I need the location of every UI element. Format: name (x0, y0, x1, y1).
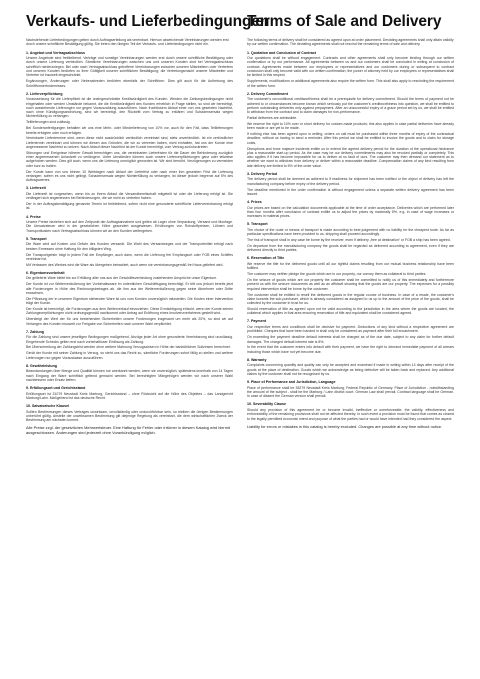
section-paragraph: Gerät der Kunde mit seiner Zahlung in Verzug, so steht uns das Recht zu, sämtliche Forderungen sofort fällig zu stellen und weitere Lieferungen nur gegen Vorauskasse auszuführen. (26, 351, 233, 360)
terms-section (26, 271, 233, 326)
section-paragraph: The risk of transport shall in any case be borne by the receiver, even if delivery „free at destination“ or FOB a ship has been agreed. (247, 238, 451, 243)
section-heading: 5. Transport (247, 222, 268, 227)
section-paragraph: Complaints concerning quantity and quality can only be accepted and examined if made in writing within 14 days after receipt of the goods at the place of destination. Goods which we acknowledge as being defective will be taken back and replaced. Any additional claims by the customer shall not be recognised by us. (247, 363, 454, 376)
english-sections (247, 51, 454, 421)
section-heading: 6. Eigentumsvorbehalt (26, 270, 65, 275)
section-paragraph: Voraussetzung für die Lieferpflicht ist die uneingeschränkte Kreditwürdigkeit des Kunden. Werden die Zahlungsbedingungen nicht eingehalten oder werden Umstände bekannt, die die Kreditwürdigkeit des Kunden erheblich in Frage stellen, so sind wir berechtigt, noch ausstehende Lieferungen nur gegen Vorauszahlung auszuführen. Nach fruchtlosem Ablauf einer von uns gesetzten Nachfrist, nach ohne Kündigungsandrohung, sind wir berechtigt, den Rücktritt vom Vertrag zu erklären und Schadensersatz wegen Nichterfüllung zu verlangen. (26, 97, 233, 119)
section-paragraph: Ergänzungen, Änderungen oder Nebenabreden bedürfen ebenfalls der Schriftform. Dies gilt auch für die Aufhebung des Schriftformerfordernisses. (26, 79, 233, 88)
section-paragraph: Our quotations shall be without engagement. Contracts and other agreements shall only become binding through our written confirmation or by our performance. All agreements between us and our customers shall be concluded in writing at conclusion of contract. Agreements made between our employees or representatives and our customers during or subsequent to contract conclusion shall only become valid with our written confirmation; the power of attorney held by our employees or representatives shall be limited in this respect. (247, 56, 454, 78)
section-heading: 10. Severability Clause (247, 402, 286, 407)
section-paragraph: The choice of the route or means of transport is made according to best judgement with no liability for the cheapest route. As far as particular specifications have been provided to us, shipping shall proceed accordingly. (247, 227, 454, 237)
section-paragraph: On departure from the manufacturing company the goods shall be regarded as delivered according to agreement, even if they are delivered directly to third parties. (247, 244, 454, 253)
terms-section (247, 92, 454, 168)
german-intro: Nachstehende Lieferbedingungen gelten durch Auftragserteilung als vereinbart. Hiervon abweichende Vereinbarungen werden erst durch unsere schriftliche Bestätigung gültig. Sie treten den übrigen Teil der Verkaufs- und Lieferbedingungen nicht ein. (26, 38, 229, 47)
terms-section (26, 330, 233, 360)
section-paragraph: Die gelieferte Ware bleibt bis zur Erfüllung aller uns aus der Geschäftsverbindung zustehenden Ansprüche unser Eigentum. (26, 276, 218, 281)
section-heading: 9. Erfüllungsort und Gerichtsstand (26, 385, 86, 390)
section-paragraph: Teillieferungen sind zulässig. (26, 120, 71, 125)
section-heading: 2. Delivery Commitment (247, 91, 288, 96)
section-paragraph: Störungen und Ereignisse höherer Gewalt berechtigen uns, die vereinbarten Lieferfristen für die Dauer der Behinderung zuzüglich einer angemessenen Anlaufzeit zu verlängern. Unter Umständen können auch unsere Lieferverpflichtungen ganz oder teilweise aufgehoben werden. Dies gilt auch, wenn uns die Lieferung unmöglich geworden ist. Wir sind bemüht, Verzögerungen zu vermeiden oder kurz zu halten. (26, 150, 233, 168)
section-heading: 3. Delivery Period (247, 171, 278, 176)
terms-section (26, 215, 233, 233)
terms-section (26, 237, 233, 267)
section-heading: 4. Preise (26, 214, 41, 219)
terms-section (26, 51, 233, 88)
section-paragraph: On exceeding the payment deadline default interests shall be charged as of the due date, subject to any claim for further default damages. The charged default interest rate is 8%. (247, 335, 454, 344)
terms-section (247, 51, 454, 88)
section-heading: 8. Gewährleistung (26, 363, 57, 368)
section-paragraph: The customer shall be entitled to resell the delivered goods in the regular course of business. In case of a resale, the customer's claim towards the sub-purchaser, which is already considered as assigned to us up to the amount of the price of the goods, shall be collected by the customer in trust for us. (247, 292, 454, 306)
terms-section (247, 256, 454, 315)
german-sections (26, 51, 233, 423)
section-paragraph: Der in der Auftragsbestätigung genannte Termin ist freibleibend, sofern nicht eine gesonderte schriftliche Liefervereinbarung erfolgt ist. (26, 202, 233, 211)
english-intro: The following terms of delivery shall be considered as agreed upon at order placement. Deviating agreements shall only attain validity by our written confirmation. The deviating agreements shall not rescind the remaining terms of sale and delivery. (247, 38, 454, 47)
section-paragraph: Partial deliveries are admissible. (247, 116, 298, 121)
section-paragraph: Mit Verlassen des Werkes wird die Ware als übergeben betrachtet, auch wenn sie vereinbarungsgemäß frei Haus geliefert wird. (26, 262, 224, 267)
german-footer-note: Alle Preise zzgl. der gesetzlichen Mehrwertsteuer. Eine Haftung für Fehler oder Irrtümer in diesem Katalog wird hiermit ausgeschlossen. Änderungen sind jederzeit ohne Vorankündigung möglich. (26, 425, 230, 436)
section-paragraph: Disruptions and force majeure incidents entitle us to extend the agreed delivery period for the duration of the operational hindrance plus a reasonable start-up period. As the case may be our delivery commitments may also be revoked partially or completely. This also applies if it has become impossible for us to deliver at no fault of ours. The customer may then demand our statement as to whether we want to withdraw from delivery or deliver within a reasonable deadline. Compensation claims of any kind resulting from late delivery are limited to 5% of the order value. (247, 146, 454, 168)
section-heading: 10. Salvatorische Klausel (26, 403, 70, 408)
section-paragraph: Beanstandungen über Menge und Qualität können nur anerkannt werden, wenn sie unverzüglich, spätestens innerhalb von 14 Tagen nach Eingang der Ware schriftlich geltend gemacht werden. Bei berechtigten Mängelrügen werden wir nach unserer Wahl nachbessern oder Ersatz liefern. (26, 369, 233, 382)
section-paragraph: The delivery period shall be deemed as adhered to if readiness for shipment has been notified or the object of delivery has left the manufacturing company before expiry of the delivery period. (247, 177, 454, 186)
section-paragraph: Die Transportgefahr trägt in jedem Fall der Empfänger, auch dann, wenn die Lieferung frei Empfangsort oder FOB eines Schiffes vereinbart ist. (26, 252, 233, 261)
terms-section (26, 404, 233, 422)
section-paragraph: Our respective terms and conditions shall be decisive for payment. Deductions of any kind without a respective agreement are prohibited. Cheques that have been handed in shall only be considered as payment after their full encashment. (247, 325, 454, 334)
section-paragraph: On the seizure of goods which are our property the customer shall be committed to notify us of this immediately and furthermore present us with the seizure documents as well as an affidavit showing that the goods are our property. The expenses for a possibly required intervention shall be borne by the customer. (247, 278, 454, 291)
section-paragraph: Die Lieferzeit ist vorgesehen, wenn bis zu ihrem Ablauf die Versandbereitschaft mitgeteilt ist oder die Lieferung erfolgt ist. Sie verlängert sich angemessen bei Behinderungen, die wir nicht zu vertreten haben. (26, 191, 233, 201)
english-footer-note: Liability for errors or mistakes in this catalog is hereby excluded. Changes are possible at any time without notice. (247, 423, 443, 429)
section-heading: 5. Transport (26, 236, 47, 241)
section-paragraph: Bei Überschreitung der Zahlungsfrist werden ohne weitere Mahnung Verzugszinsen in Höhe der banküblichen Sollzinsen berechnet. (26, 345, 231, 350)
section-paragraph: Our prices are based on the calculation documents applicable at the time of order acceptance. Deliveries which are performed later than four months after conclusion of contract entitle us to adjust the prices by maximally 5%, e.g. in case of wage increases or increases in material prices. (247, 205, 454, 219)
section-heading: 1. Quotation and Conclusion of Contract (247, 50, 317, 55)
terms-section (26, 386, 233, 400)
section-paragraph: Der Kunde kann von uns binnen 10 Werktagen nach Ablauf der Lieferfrist oder nach einer ihm gesetzten Frist die Lieferung verlangen; sofern es uns nicht gelingt, Schadensersatz wegen Nichterfüllung zu verlangen, ist dieser jedoch begrenzt auf 5% des Auftragswertes. (26, 169, 233, 183)
section-paragraph: Should reservation of title as agreed upon not be valid according to the jurisdiction in the area where the goods are located, the collateral which applies in that area ensuring reservation of title and equivalent shall be considered agreed. (247, 307, 454, 316)
section-paragraph: Unsere Angebote sind freibleibend. Verträge und sonstige Vereinbarungen werden erst durch unsere schriftliche Bestätigung oder durch unsere Lieferung verbindlich. Sämtliche Vereinbarungen zwischen uns und unseren Kunden sind bei Vertragsabschluss schriftlich niederzulegen. Bei oder nach Vertragsabschluss getroffene Vereinbarungen zwischen unseren Mitarbeitern oder Vertretern und unseren Kunden bedürfen zu ihrer Gültigkeit unserer schriftlichen Bestätigung; die Vertretungsmacht unserer Mitarbeiter und Vertreter ist insoweit eingeschränkt. (26, 56, 233, 78)
section-paragraph: We reserve the title for the delivered goods until all our rightful claims resulting from our mutual business relationship have been fulfilled. (247, 261, 454, 271)
german-title: Verkaufs- und Lieferbedingungen (26, 13, 270, 30)
section-paragraph: Bei Sonderanfertigungen behalten wir uns eine Mehr- oder Minderlieferung von 10% vor, auch für den Fall, dass Teillieferungen bereits erfolgten oder noch erfolgen. (26, 126, 233, 135)
section-heading: 2. Lieferverpflichtung (26, 91, 63, 96)
section-paragraph: Place of performance shall be 35279 Neustadt Kreis Marburg, Federal Republic of Germany. Place of Jurisdiction - notwithstanding the amount of the subject - shall be the Marburg / Lahn district court. German Law shall prevail. Contract language shall be German. In case of dissent the German version shall prevail. (247, 385, 454, 399)
section-heading: 7. Zahlung (26, 329, 44, 334)
english-column (247, 12, 454, 429)
section-paragraph: In the event that the customer enters into default with their payment, we have the right to demand immediate payment of all arrears including those which have not yet become due. (247, 345, 454, 354)
section-heading: 4. Prices (247, 200, 262, 205)
section-paragraph: The deadline mentioned in the order confirmation is without engagement unless a separate written delivery agreement has been issued. (247, 187, 454, 196)
section-paragraph: If nothing else has been agreed upon in writing, orders on call must be purchased within three months of expiry of the contractual deadline; without us having to send a reminder. After this period we shall be entitled to invoice the goods and to claim for storage costs. (247, 132, 454, 145)
terms-section (247, 402, 454, 420)
section-heading: 6. Reservation of Title (247, 256, 285, 261)
section-paragraph: Übersteigt der Wert der für uns bestehenden Sicherheiten unsere Forderungen insgesamt um mehr als 20%, so sind wir auf Verlangen des Kunden insoweit zur Freigabe von Sicherheiten nach unserer Wahl verpflichtet. (26, 317, 233, 326)
english-title: Terms of Sale and Delivery (247, 13, 442, 30)
section-paragraph: Der Kunde ist zur Weiterveräußerung der Vorbehaltsware im ordentlichen Geschäftsgang berechtigt. Er tritt uns jedoch bereits jetzt alle Forderungen in Höhe des Rechnungsbetrages ab, die ihm aus der Weiterveräußerung gegen seine Abnehmer oder Dritte erwachsen. (26, 282, 233, 295)
terms-section (247, 172, 454, 196)
section-paragraph: Die Pfändung der in unserem Eigentum stehenden Ware ist uns vom Kunden unverzüglich mitzuteilen. Die Kosten einer Intervention trägt der Kunde. (26, 296, 233, 306)
section-paragraph: Should any provision of this agreement be or become invalid, ineffective or unenforceable, the validity, effectiveness and enforceability of the remaining provisions shall not be affected thereby. In such event a provision must be found that comes as closest to the legally permitted economic intent and purpose of what the parties had or would have intended had they considered the aspect. (247, 407, 454, 421)
terms-section (247, 200, 454, 218)
terms-section (247, 222, 454, 252)
section-paragraph: Unsere Preise beziehen sich auf den Zeitpunkt der Auftragsannahme und gelten ab Lager ohne Verpackung, Versand und Montage. Die Umsatzsteuer wird in der gesetzlichen Höhe gesondert ausgewiesen. Erhöhungen von Rohstoffpreisen, Löhnen und Transportkosten nach Vertragsabschluss können wir an den Kunden weitergeben. (26, 220, 233, 233)
terms-section (26, 186, 233, 210)
section-heading: 7. Payment (247, 319, 266, 324)
section-heading: 8. Warranty (247, 357, 267, 362)
section-paragraph: We reserve the right to 10% over or short delivery for custom-made products; this also applies in case partial deliveries have already been made or are yet to be made. (247, 121, 454, 131)
section-paragraph: The customer may neither pledge the goods which are in our property, nor convey them as collateral to third parties. (247, 272, 427, 277)
section-heading: 9. Place of Performance and Jurisdiction, Language (247, 380, 336, 385)
section-paragraph: Sollten Bestimmungen dieses Vertrages unwirksam, unvollständig oder undurchführbar sein, so bleiben die übrigen Bestimmungen unberührt gültig. Anstelle der unwirksamen Bestimmung gilt diejenige Regelung als vereinbart, die dem wirtschaftlichen Zweck der Bestimmung am nächsten kommt. (26, 409, 233, 423)
section-paragraph: Vereinbarte Liefertermine sind, wenn diese nicht ausdrücklich verbindlich vereinbart sind, stets unverbindlich. Ist ein verbindlicher Liefertermin vereinbart und können wir diesen aus Gründen, die wir zu vertreten haben, nicht einhalten, hat uns der Kunde eine angemessene Nachfrist zu setzen. Nach Ablauf dieser Nachfrist ist der Kunde berechtigt, vom Vertrag zurückzutreten. (26, 136, 233, 149)
terms-section (247, 319, 454, 354)
terms-section (247, 380, 454, 398)
section-paragraph: The customer's unconditional creditworthiness shall be a prerequisite for delivery commitment. Should the terms of payment not be adhered to or circumstances become known which seriously put the customer's creditworthiness into question, we shall be entitled to perform outstanding deliveries only against prepayment. After an unsuccessful expiry of a grace period set by us, we shall be entitled to withdraw from the contract and to claim damages for non-performance. (247, 97, 454, 115)
section-paragraph: Für die Zahlung sind unsere jeweiligen Bedingungen maßgebend. Abzüge jeder Art ohne gesonderte Vereinbarung sind unzulässig. Eingehende Schecks gelten erst nach vorbehaltloser Einlösung als Zahlung. (26, 335, 233, 344)
section-heading: 1. Angebot und Vertragsabschluss (26, 50, 85, 55)
section-heading: 3. Lieferzeit (26, 186, 46, 191)
section-paragraph: Erfüllungsort ist 31079 Neustadt Kreis Marburg, Gerichtsstand – ohne Rücksicht auf die Höhe des Objektes – das Landgericht Marburg/Lahn. Maßgebend ist das deutsche Recht. (26, 391, 233, 400)
section-paragraph: Der Kunde ist berechtigt, die Forderungen aus dem Weiterverkauf einzuziehen. Diese Ermächtigung erlischt, wenn der Kunde seinen Zahlungsverpflichtungen nicht ordnungsgemäß nachkommt oder Antrag auf Eröffnung eines Insolvenzverfahrens gestellt wird. (26, 307, 233, 316)
terms-section (26, 364, 233, 382)
section-paragraph: Supplements, modifications or additional agreements also require the written form. This shall also apply to rescinding the requirement of the written form. (247, 79, 454, 88)
section-paragraph: Die Ware wird auf Kosten und Gefahr des Kunden versandt. Die Wahl des Versandweges und der Transportmittel erfolgt nach bestem Ermessen ohne Haftung für den billigsten Weg. (26, 242, 233, 251)
terms-section (247, 358, 454, 376)
terms-section (26, 92, 233, 183)
